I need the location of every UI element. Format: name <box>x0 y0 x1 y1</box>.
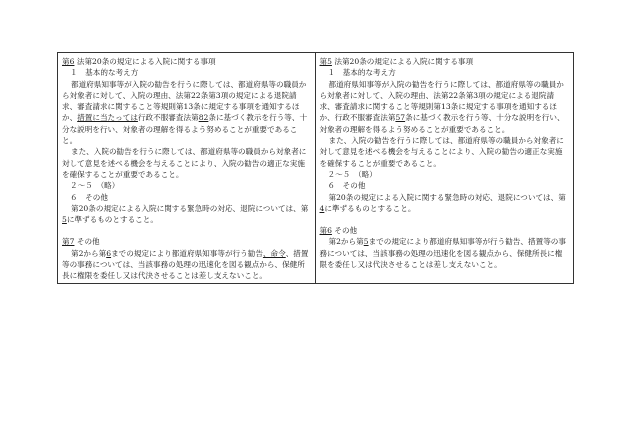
item-1-heading: １ 基本的な考え方 <box>70 68 139 78</box>
para4-text-a: 第2から第 <box>328 237 364 247</box>
current-column <box>316 53 574 283</box>
para1-underlined-b: 82 <box>198 113 209 123</box>
section-6-title: その他 <box>331 226 358 236</box>
paragraph-2: また、入院の勧告を行うに際しては、都道府県等の職員から対象者に対して意見を述べる機会を与えることにより、入院の勧告の適正な実施を確保することが重要であること。 <box>62 147 307 179</box>
section-7-number: 第7 <box>62 237 75 247</box>
para3-text-a: 第20条の規定による入院に関する緊急時の対応、退院については、第 <box>71 203 309 213</box>
paragraph-4 <box>320 236 570 270</box>
para4-underlined-a: 6 <box>106 248 112 258</box>
para1-text-b: 行政不服審査法第 <box>137 113 199 123</box>
para4-text-a: 第2から第 <box>71 248 107 258</box>
paragraph-1 <box>62 79 311 147</box>
item-6-heading: ６ その他 <box>70 192 108 202</box>
section-number: 第6 <box>62 57 75 66</box>
section-title: 法第20条の規定による入院に関する事項 <box>74 57 216 66</box>
para1-text-a: 都道府県知事等が入院の勧告を行うに際しては、都道府県等の職員から対象者に対して、入院の理由、法第22条第3項の規定による退院請求、審査請求に関すること等規則第13条に規定する事項を通知するほか、行政不服審査法第 <box>319 79 564 123</box>
items-2-5: ２～５ （略） <box>327 169 377 179</box>
para4-text-b: までの規定により都道府県知事等が行う勧告、措置等の事務については、当該事務の処理の迅速化を図る観点から、保健所長に権限を委任し又は代決させることは差し支えないこと。 <box>319 237 566 270</box>
para1-text-c: 条に基づく教示を行う等、十分な説明を行い、対象者の理解を得るよう努めることが重要であること。 <box>319 113 565 134</box>
section-7-title: その他 <box>74 237 100 247</box>
section-6-heading <box>320 225 570 236</box>
section-number: 第5 <box>319 57 332 66</box>
section-6-number: 第6 <box>319 226 332 236</box>
revised-column <box>58 53 316 283</box>
item-1-heading: １ 基本的な考え方 <box>327 68 396 78</box>
para1-text-a: 都道府県知事等が入院の勧告を行うに際しては、都道府県等の職員から対象者に対して、入院の理由、法第22条第3項の規定による退院請求、審査請求に関すること等規則第13条に規定する事項を通知するほか、 <box>62 79 307 123</box>
comparison-table <box>57 52 574 284</box>
paragraph-1 <box>320 79 570 135</box>
paragraph-3 <box>320 192 570 215</box>
para3-text-b: に準ずるものとすること。 <box>66 215 158 225</box>
para1-underlined-a: 措置に当たっては <box>77 113 138 123</box>
para1-text-c: 条に基づく教示を行う等、十分な説明を行い、対象者の理解を得るよう努めることが重要であること。 <box>62 113 308 146</box>
section-heading <box>62 56 311 67</box>
item-6-heading: ６ その他 <box>327 181 366 191</box>
section-7-heading <box>62 236 311 247</box>
paragraph-3 <box>62 203 311 226</box>
items-2-5: ２～５ （略） <box>70 181 120 191</box>
para3-text-a: 第20条の規定による入院に関する緊急時の対応、退院については、第 <box>328 192 566 202</box>
para3-underlined: 4 <box>319 203 325 213</box>
para4-underlined-a: 5 <box>363 237 369 247</box>
para3-text-b: に準ずるものとすること。 <box>324 203 416 213</box>
section-heading <box>320 56 570 67</box>
paragraph-2: また、入院の勧告を行うに際しては、都道府県等の職員から対象者に対して意見を述べる機会を与えることにより、入院の勧告の適正な実施を確保することが重要であること。 <box>319 136 564 168</box>
para4-text-b: までの規定により都道府県知事等が行う勧告 <box>111 248 263 258</box>
para4-underlined-b: 、命令 <box>262 248 286 258</box>
para1-underlined-b: 57 <box>395 113 406 123</box>
section-title: 法第20条の規定による入院に関する事項 <box>331 57 474 66</box>
paragraph-4 <box>62 248 311 282</box>
para3-underlined: 5 <box>62 215 67 225</box>
para4-text-c: 、措置等の事務については、当該事務の処理の迅速化を図る観点から、保健所長に権限を委任し又は代決させることは差し支えないこと。 <box>62 248 309 281</box>
